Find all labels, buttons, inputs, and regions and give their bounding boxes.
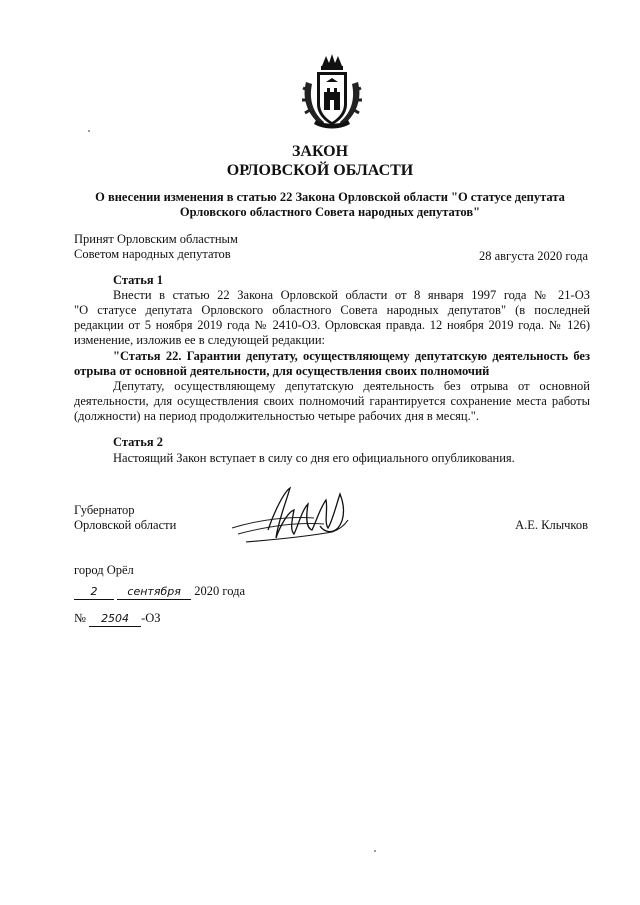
article2-text: Настоящий Закон вступает в силу со дня его официального опубликования. [113,451,515,465]
region-title: ОРЛОВСКОЙ ОБЛАСТИ [226,162,414,179]
law-number-line [74,611,161,627]
article1-heading: Статья 1 [113,273,163,287]
law-title: ЗАКОН [291,143,349,160]
article1-line: изменение, изложив ее в следующей редакции: [74,333,325,347]
signing-city: город Орёл [74,563,134,577]
article1-line: "О статусе депутата Орловского областного Совета народных депутатов" (в последней [74,303,590,317]
article2-heading: Статья 2 [113,435,163,449]
signing-month: сентября [117,584,191,600]
quoted-article-title-line2: отрыва от основной деятельности, для осуществления своих полномочий [74,364,490,378]
adopted-by-line1: Принят Орловским областным [74,232,238,246]
law-subtitle-line2: Орловского областного Совета народных депутатов" [179,205,481,219]
signing-day: 2 [74,584,114,600]
signer-name: А.Е. Клычков [515,518,588,532]
scan-speck [374,850,376,852]
law-subtitle-line1: О внесении изменения в статью 22 Закона Орловской области "О статусе депутата [95,190,565,204]
signer-position-line2: Орловской области [74,518,177,532]
adoption-date: 28 августа 2020 года [478,249,588,263]
scan-speck [88,130,90,132]
signer-position-line1: Губернатор [74,503,135,517]
orel-coat-of-arms-emblem [300,52,364,132]
quoted-article-body: Депутату, осуществляющему депутатскую деятельность без отрыва от основной [113,379,590,393]
article1-line: редакции от 5 ноября 2019 года № 2410-ОЗ. Орловская правда. 12 ноября 2019 года. № 126) [74,318,590,332]
quoted-article-title-line1: "Статья 22. Гарантии депутату, осуществляющему депутатскую деятельность без [113,349,590,363]
quoted-article-body: деятельности, для осуществления своих полномочий гарантируется сохранение места работы [74,394,590,408]
signing-date [74,584,245,600]
signing-year: 2020 года [194,584,245,598]
adopted-by-line2: Советом народных депутатов [74,247,231,261]
number-suffix: -ОЗ [141,611,161,625]
law-number: 2504 [89,611,141,627]
number-sign: № [74,611,86,625]
article1-line: Внести в статью 22 Закона Орловской области от 8 января 1997 года № 21-ОЗ [113,288,590,302]
quoted-article-body: (должности) на период продолжительностью четыре рабочих дня в месяц.". [74,409,479,423]
governor-signature [228,482,358,554]
